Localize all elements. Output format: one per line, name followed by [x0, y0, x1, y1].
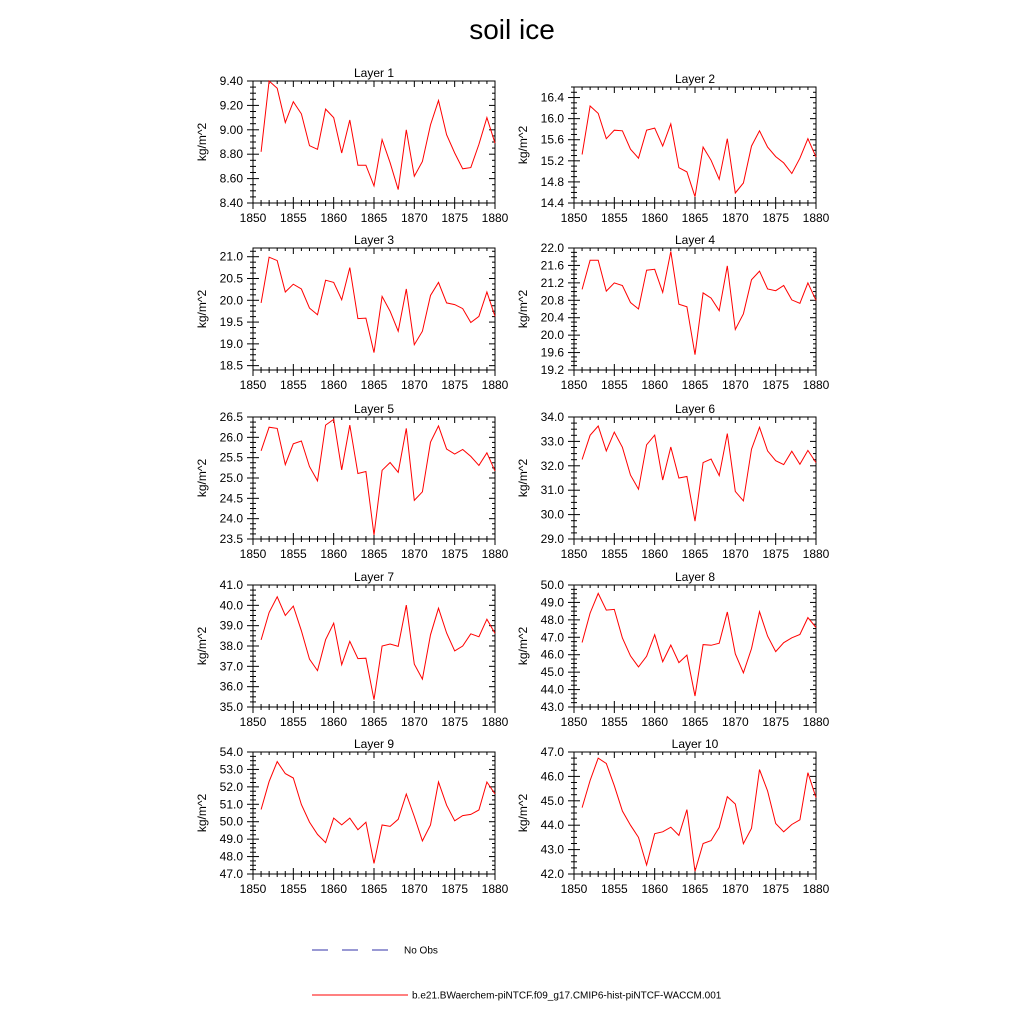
panel-7-xtick-label: 1875 — [441, 715, 469, 729]
panel-4-xtick-label: 1880 — [802, 378, 830, 392]
panel-9-xtick-label: 1875 — [441, 882, 469, 896]
panel-8-xtick-label: 1850 — [560, 715, 588, 729]
panel-6-ytick-label: 32.0 — [540, 458, 564, 473]
panel-4-xtick-label: 1865 — [681, 378, 709, 392]
panel-9-ytick-label: 53.0 — [219, 762, 243, 777]
panel-10-xtick-label: 1855 — [600, 882, 628, 896]
panel-4-ytick-label: 19.2 — [540, 363, 564, 377]
panel-1-ylabel: kg/m^2 — [195, 122, 209, 162]
panel-7-xtick-label: 1880 — [481, 715, 509, 729]
panel-7-series-line — [261, 597, 495, 700]
panel-10-ytick-label: 47.0 — [540, 745, 564, 759]
panel-5-xtick-label: 1855 — [279, 547, 307, 561]
panel-6-ytick-label: 34.0 — [540, 410, 564, 424]
panel-10-xtick-label: 1870 — [721, 882, 749, 896]
panel-10-frame — [574, 752, 816, 874]
panel-8-xtick-label: 1880 — [802, 715, 830, 729]
panel-1-xtick-label: 1870 — [400, 211, 428, 225]
panel-3-xtick-label: 1870 — [400, 378, 428, 392]
panel-9-ytick-label: 52.0 — [219, 779, 243, 794]
panel-2-ytick-label: 14.4 — [540, 196, 564, 210]
panel-8-xtick-label: 1860 — [641, 715, 669, 729]
panel-9-ytick-label: 47.0 — [219, 867, 243, 881]
panel-5-xtick-label: 1865 — [360, 547, 388, 561]
panel-8-ytick-label: 50.0 — [540, 578, 564, 592]
panel-3-xtick-label: 1865 — [360, 378, 388, 392]
panel-6-ytick-label: 29.0 — [540, 532, 564, 546]
panel-3-title: Layer 3 — [353, 233, 395, 247]
panel-3-xtick-label: 1850 — [239, 378, 267, 392]
panel-8-ytick-label: 48.0 — [540, 612, 564, 627]
panel-9-series-line — [261, 762, 495, 864]
panel-8-ytick-label: 47.0 — [540, 630, 564, 645]
panel-5-ytick-label: 23.5 — [219, 532, 243, 546]
panel-7-xtick-label: 1855 — [279, 715, 307, 729]
panel-10-xtick-label: 1850 — [560, 882, 588, 896]
panel-6-xtick-label: 1855 — [600, 547, 628, 561]
panel-4-xtick-label: 1860 — [641, 378, 669, 392]
panel-10-ytick-label: 43.0 — [540, 842, 564, 857]
panel-10-xtick-label: 1880 — [802, 882, 830, 896]
page-title: soil ice — [469, 14, 555, 45]
panel-6-xtick-label: 1875 — [762, 547, 790, 561]
panel-8-ytick-label: 44.0 — [540, 682, 564, 697]
panel-7-ytick-label: 38.0 — [219, 639, 243, 653]
panel-7-ytick-label: 37.0 — [219, 659, 243, 674]
panel-10-series-line — [582, 758, 816, 871]
panel-6-ytick-label: 30.0 — [540, 507, 564, 522]
panel-8-ylabel: kg/m^2 — [516, 626, 530, 666]
panel-4-xtick-label: 1870 — [721, 378, 749, 392]
legend-obs-label: No Obs — [404, 945, 438, 957]
panel-8-series-line — [582, 593, 816, 696]
panel-6-title: Layer 6 — [674, 402, 716, 416]
panel-5-xtick-label: 1870 — [400, 547, 428, 561]
panel-8-xtick-label: 1875 — [762, 715, 790, 729]
panel-7-ytick-label: 36.0 — [219, 679, 243, 694]
panel-8-xtick-label: 1865 — [681, 715, 709, 729]
panel-2-ylabel: kg/m^2 — [516, 125, 530, 165]
panel-2-ytick-label: 16.0 — [540, 111, 564, 126]
panel-2-title: Layer 2 — [674, 72, 716, 86]
panel-6-xtick-label: 1880 — [802, 547, 830, 561]
panel-4-ytick-label: 20.8 — [540, 293, 564, 308]
panel-6-ylabel: kg/m^2 — [516, 458, 530, 498]
panel-4-xtick-label: 1855 — [600, 378, 628, 392]
panel-5-ytick-label: 24.0 — [219, 511, 243, 526]
panel-7-xtick-label: 1850 — [239, 715, 267, 729]
panel-1-ytick-label: 9.40 — [219, 74, 243, 88]
panel-3-series-line — [261, 257, 495, 352]
panel-2-frame — [574, 87, 816, 203]
panel-1-title: Layer 1 — [353, 66, 395, 80]
panel-5-xtick-label: 1880 — [481, 547, 509, 561]
panel-5-title: Layer 5 — [353, 402, 395, 416]
panel-4-xtick-label: 1850 — [560, 378, 588, 392]
panel-3-ytick-label: 20.0 — [219, 293, 243, 308]
panel-3-xtick-label: 1855 — [279, 378, 307, 392]
panel-8-title: Layer 8 — [674, 570, 716, 584]
panel-6-xtick-label: 1860 — [641, 547, 669, 561]
panel-1-ytick-label: 9.00 — [219, 122, 243, 137]
panel-1-series-line — [261, 81, 495, 190]
panel-9-xtick-label: 1870 — [400, 882, 428, 896]
panel-4-ytick-label: 19.6 — [540, 345, 564, 360]
panel-6-ytick-label: 33.0 — [540, 434, 564, 449]
panel-9-xtick-label: 1865 — [360, 882, 388, 896]
panel-7-title: Layer 7 — [353, 570, 395, 584]
panel-8-xtick-label: 1870 — [721, 715, 749, 729]
panel-9-xtick-label: 1880 — [481, 882, 509, 896]
panel-3-ytick-label: 19.0 — [219, 336, 243, 351]
panel-6-xtick-label: 1865 — [681, 547, 709, 561]
panel-5-frame — [253, 417, 495, 539]
panel-4-ytick-label: 20.0 — [540, 328, 564, 343]
panel-7-ylabel: kg/m^2 — [195, 626, 209, 666]
panel-3-ylabel: kg/m^2 — [195, 289, 209, 329]
panel-2-ytick-label: 15.2 — [540, 153, 564, 168]
panel-4-xtick-label: 1875 — [762, 378, 790, 392]
panel-1-xtick-label: 1860 — [320, 211, 348, 225]
panel-3-xtick-label: 1880 — [481, 378, 509, 392]
panel-5-xtick-label: 1850 — [239, 547, 267, 561]
panel-4-ytick-label: 21.6 — [540, 258, 564, 273]
panel-1-ytick-label: 8.80 — [219, 147, 243, 162]
panel-7-xtick-label: 1865 — [360, 715, 388, 729]
panel-4-ylabel: kg/m^2 — [516, 289, 530, 329]
panel-10-xtick-label: 1860 — [641, 882, 669, 896]
panel-3-ytick-label: 21.0 — [219, 249, 243, 264]
panel-10-ytick-label: 44.0 — [540, 818, 564, 833]
panel-2-xtick-label: 1870 — [721, 211, 749, 225]
legend-model-label: b.e21.BWaerchem-piNTCF.f09_g17.CMIP6-hist-piNTCF-WACCM.001 — [412, 990, 722, 1002]
panel-4-ytick-label: 21.2 — [540, 275, 564, 290]
panel-8-xtick-label: 1855 — [600, 715, 628, 729]
panel-2-series-line — [582, 106, 816, 197]
panel-2-ytick-label: 15.6 — [540, 132, 564, 147]
panel-1-xtick-label: 1880 — [481, 211, 509, 225]
panel-2-xtick-label: 1850 — [560, 211, 588, 225]
panel-9-ylabel: kg/m^2 — [195, 793, 209, 833]
panel-7-ytick-label: 35.0 — [219, 700, 243, 714]
panel-9-xtick-label: 1850 — [239, 882, 267, 896]
panel-3-ytick-label: 18.5 — [219, 358, 243, 373]
panel-10-ytick-label: 46.0 — [540, 769, 564, 784]
panel-8-frame — [574, 585, 816, 707]
panel-5-ylabel: kg/m^2 — [195, 458, 209, 498]
panel-5-ytick-label: 24.5 — [219, 491, 243, 506]
panel-2-xtick-label: 1860 — [641, 211, 669, 225]
panel-1-xtick-label: 1865 — [360, 211, 388, 225]
panel-10-xtick-label: 1875 — [762, 882, 790, 896]
panel-6-xtick-label: 1850 — [560, 547, 588, 561]
panel-5-xtick-label: 1860 — [320, 547, 348, 561]
panel-7-xtick-label: 1870 — [400, 715, 428, 729]
panel-3-ytick-label: 20.5 — [219, 271, 243, 286]
panel-8-ytick-label: 46.0 — [540, 647, 564, 662]
panel-1-xtick-label: 1875 — [441, 211, 469, 225]
panel-4-ytick-label: 20.4 — [540, 310, 564, 325]
panel-8-ytick-label: 49.0 — [540, 595, 564, 610]
panel-9-ytick-label: 48.0 — [219, 849, 243, 864]
panel-7-ytick-label: 40.0 — [219, 598, 243, 613]
panel-9-xtick-label: 1860 — [320, 882, 348, 896]
panel-2-xtick-label: 1875 — [762, 211, 790, 225]
panel-10-ytick-label: 42.0 — [540, 867, 564, 881]
panel-4-series-line — [582, 252, 816, 355]
panel-9-ytick-label: 49.0 — [219, 832, 243, 847]
panel-7-ytick-label: 41.0 — [219, 578, 243, 592]
panel-6-series-line — [582, 426, 816, 521]
panel-9-ytick-label: 51.0 — [219, 797, 243, 812]
panel-6-xtick-label: 1870 — [721, 547, 749, 561]
panel-3-xtick-label: 1860 — [320, 378, 348, 392]
panel-1-xtick-label: 1850 — [239, 211, 267, 225]
panel-10-ytick-label: 45.0 — [540, 793, 564, 808]
panel-6-ytick-label: 31.0 — [540, 483, 564, 498]
panel-2-ytick-label: 16.4 — [540, 90, 564, 105]
panel-10-xtick-label: 1865 — [681, 882, 709, 896]
panel-2-xtick-label: 1880 — [802, 211, 830, 225]
panel-2-xtick-label: 1855 — [600, 211, 628, 225]
panel-4-title: Layer 4 — [674, 233, 716, 247]
panel-9-ytick-label: 50.0 — [219, 814, 243, 829]
panel-8-ytick-label: 45.0 — [540, 665, 564, 680]
panel-7-ytick-label: 39.0 — [219, 618, 243, 633]
panel-10-title: Layer 10 — [671, 737, 719, 751]
panel-1-ytick-label: 8.40 — [219, 196, 243, 210]
panel-9-ytick-label: 54.0 — [219, 745, 243, 759]
panel-8-ytick-label: 43.0 — [540, 700, 564, 714]
panel-3-ytick-label: 19.5 — [219, 315, 243, 330]
panel-5-ytick-label: 25.0 — [219, 471, 243, 485]
panel-1-xtick-label: 1855 — [279, 211, 307, 225]
panel-2-ytick-label: 14.8 — [540, 174, 564, 189]
panel-5-xtick-label: 1875 — [441, 547, 469, 561]
panel-2-xtick-label: 1865 — [681, 211, 709, 225]
panel-9-title: Layer 9 — [353, 737, 395, 751]
panel-5-series-line — [261, 419, 495, 535]
panel-1-ytick-label: 8.60 — [219, 171, 243, 186]
panel-9-xtick-label: 1855 — [279, 882, 307, 896]
panel-5-ytick-label: 26.5 — [219, 410, 243, 424]
panel-7-frame — [253, 585, 495, 707]
panel-1-ytick-label: 9.20 — [219, 98, 243, 113]
panel-5-ytick-label: 25.5 — [219, 450, 243, 465]
panel-4-ytick-label: 22.0 — [540, 241, 564, 255]
panel-10-ylabel: kg/m^2 — [516, 793, 530, 833]
panel-5-ytick-label: 26.0 — [219, 430, 243, 445]
panel-3-xtick-label: 1875 — [441, 378, 469, 392]
panel-7-xtick-label: 1860 — [320, 715, 348, 729]
panel-9-frame — [253, 752, 495, 874]
